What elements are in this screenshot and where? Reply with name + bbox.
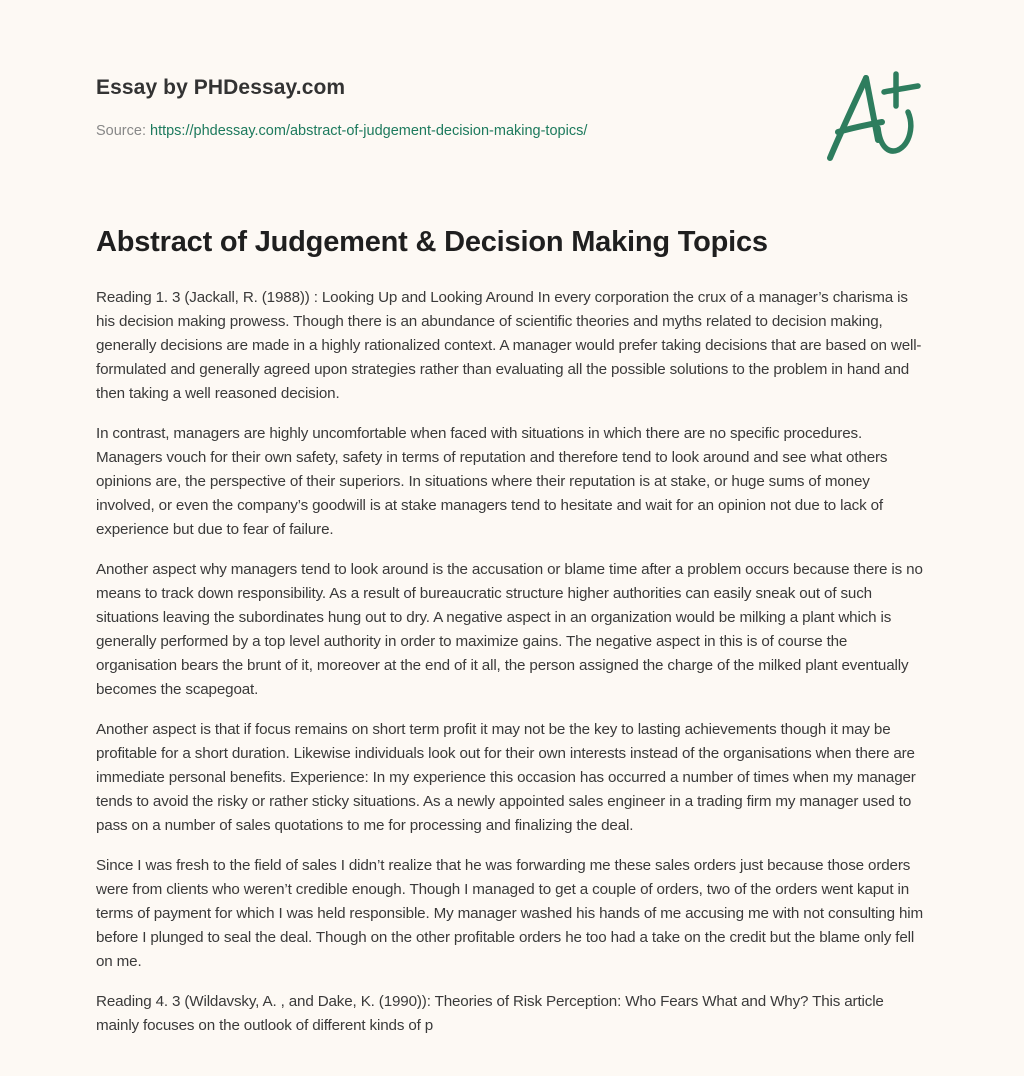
source-line: [96, 123, 587, 139]
a-plus-grade-icon: [826, 68, 926, 164]
page-title: Abstract of Judgement & Decision Making Topics: [96, 226, 768, 258]
article-body: [96, 286, 928, 1054]
paragraph: In contrast, managers are highly uncomfortable when faced with situations in which there are no specific procedures. Managers vouch for their own safety, safety in terms of reputation and therefore tend to look around and see what others opinions are, the perspective of their superiors. In situations where their reputation is at stake, or huge sums of money involved, or even the company’s goodwill is at stake managers tend to hesitate and wait for an opinion not due to lack of experience but due to fear of failure.: [96, 425, 888, 538]
paragraph: Another aspect why managers tend to look around is the accusation or blame time after a problem occurs because there is no means to track down responsibility. As a result of bureaucratic structure higher authorities can easily sneak out of such situations leaving the subordinates hung out to dry. A negative aspect in an organization would be milking a plant which is generally performed by a top level authority in order to maximize gains. The negative aspect in this is of course the organisation bears the brunt of it, moreover at the end of it all, the person assigned the charge of the milked plant eventually becomes the scapegoat.: [96, 561, 923, 698]
paragraph: Another aspect is that if focus remains on short term profit it may not be the key to lasting achievements though it may be profitable for a short duration. Likewise individuals look out for their own interests instead of the organisations when there are immediate personal benefits. Experience: In my experience this occasion has occurred a number of times when my manager tends to avoid the risky or rather sticky situations. As a newly appointed sales engineer in a trading firm my manager used to pass on a number of sales quotations to me for processing and finalizing the deal.: [96, 721, 916, 834]
source-label: Source:: [96, 123, 150, 139]
paragraph: Reading 1. 3 (Jackall, R. (1988)) : Looking Up and Looking Around In every corporation the crux of a manager’s charisma is his decision making prowess. Though there is an abundance of scientific theories and myths related to decision making, generally decisions are made in a highly rationalized context. A manager would prefer taking decisions that are based on well-formulated and generally agreed upon strategies rather than evaluating all the possible solutions to the problem in hand and then taking a well reasoned decision.: [96, 289, 922, 402]
paragraph: Reading 4. 3 (Wildavsky, A. , and Dake, K. (1990)): Theories of Risk Perception: Who Fears What and Why? This article mainly focuses on the outlook of different kinds of p: [96, 993, 884, 1034]
paragraph: Since I was fresh to the field of sales I didn’t realize that he was forwarding me these sales orders just because those orders were from clients who weren’t credible enough. Though I managed to get a couple of orders, two of the orders went kaput in terms of payment for which I was held responsible. My manager washed his hands of me accusing me with not consulting him before I plunged to seal the deal. Though on the other profitable orders he too had a take on the credit but the blame only fell on me.: [96, 857, 923, 970]
source-link[interactable]: https://phdessay.com/abstract-of-judgement-decision-making-topics/: [150, 123, 588, 139]
brand-title: Essay by PHDessay.com: [96, 76, 346, 99]
